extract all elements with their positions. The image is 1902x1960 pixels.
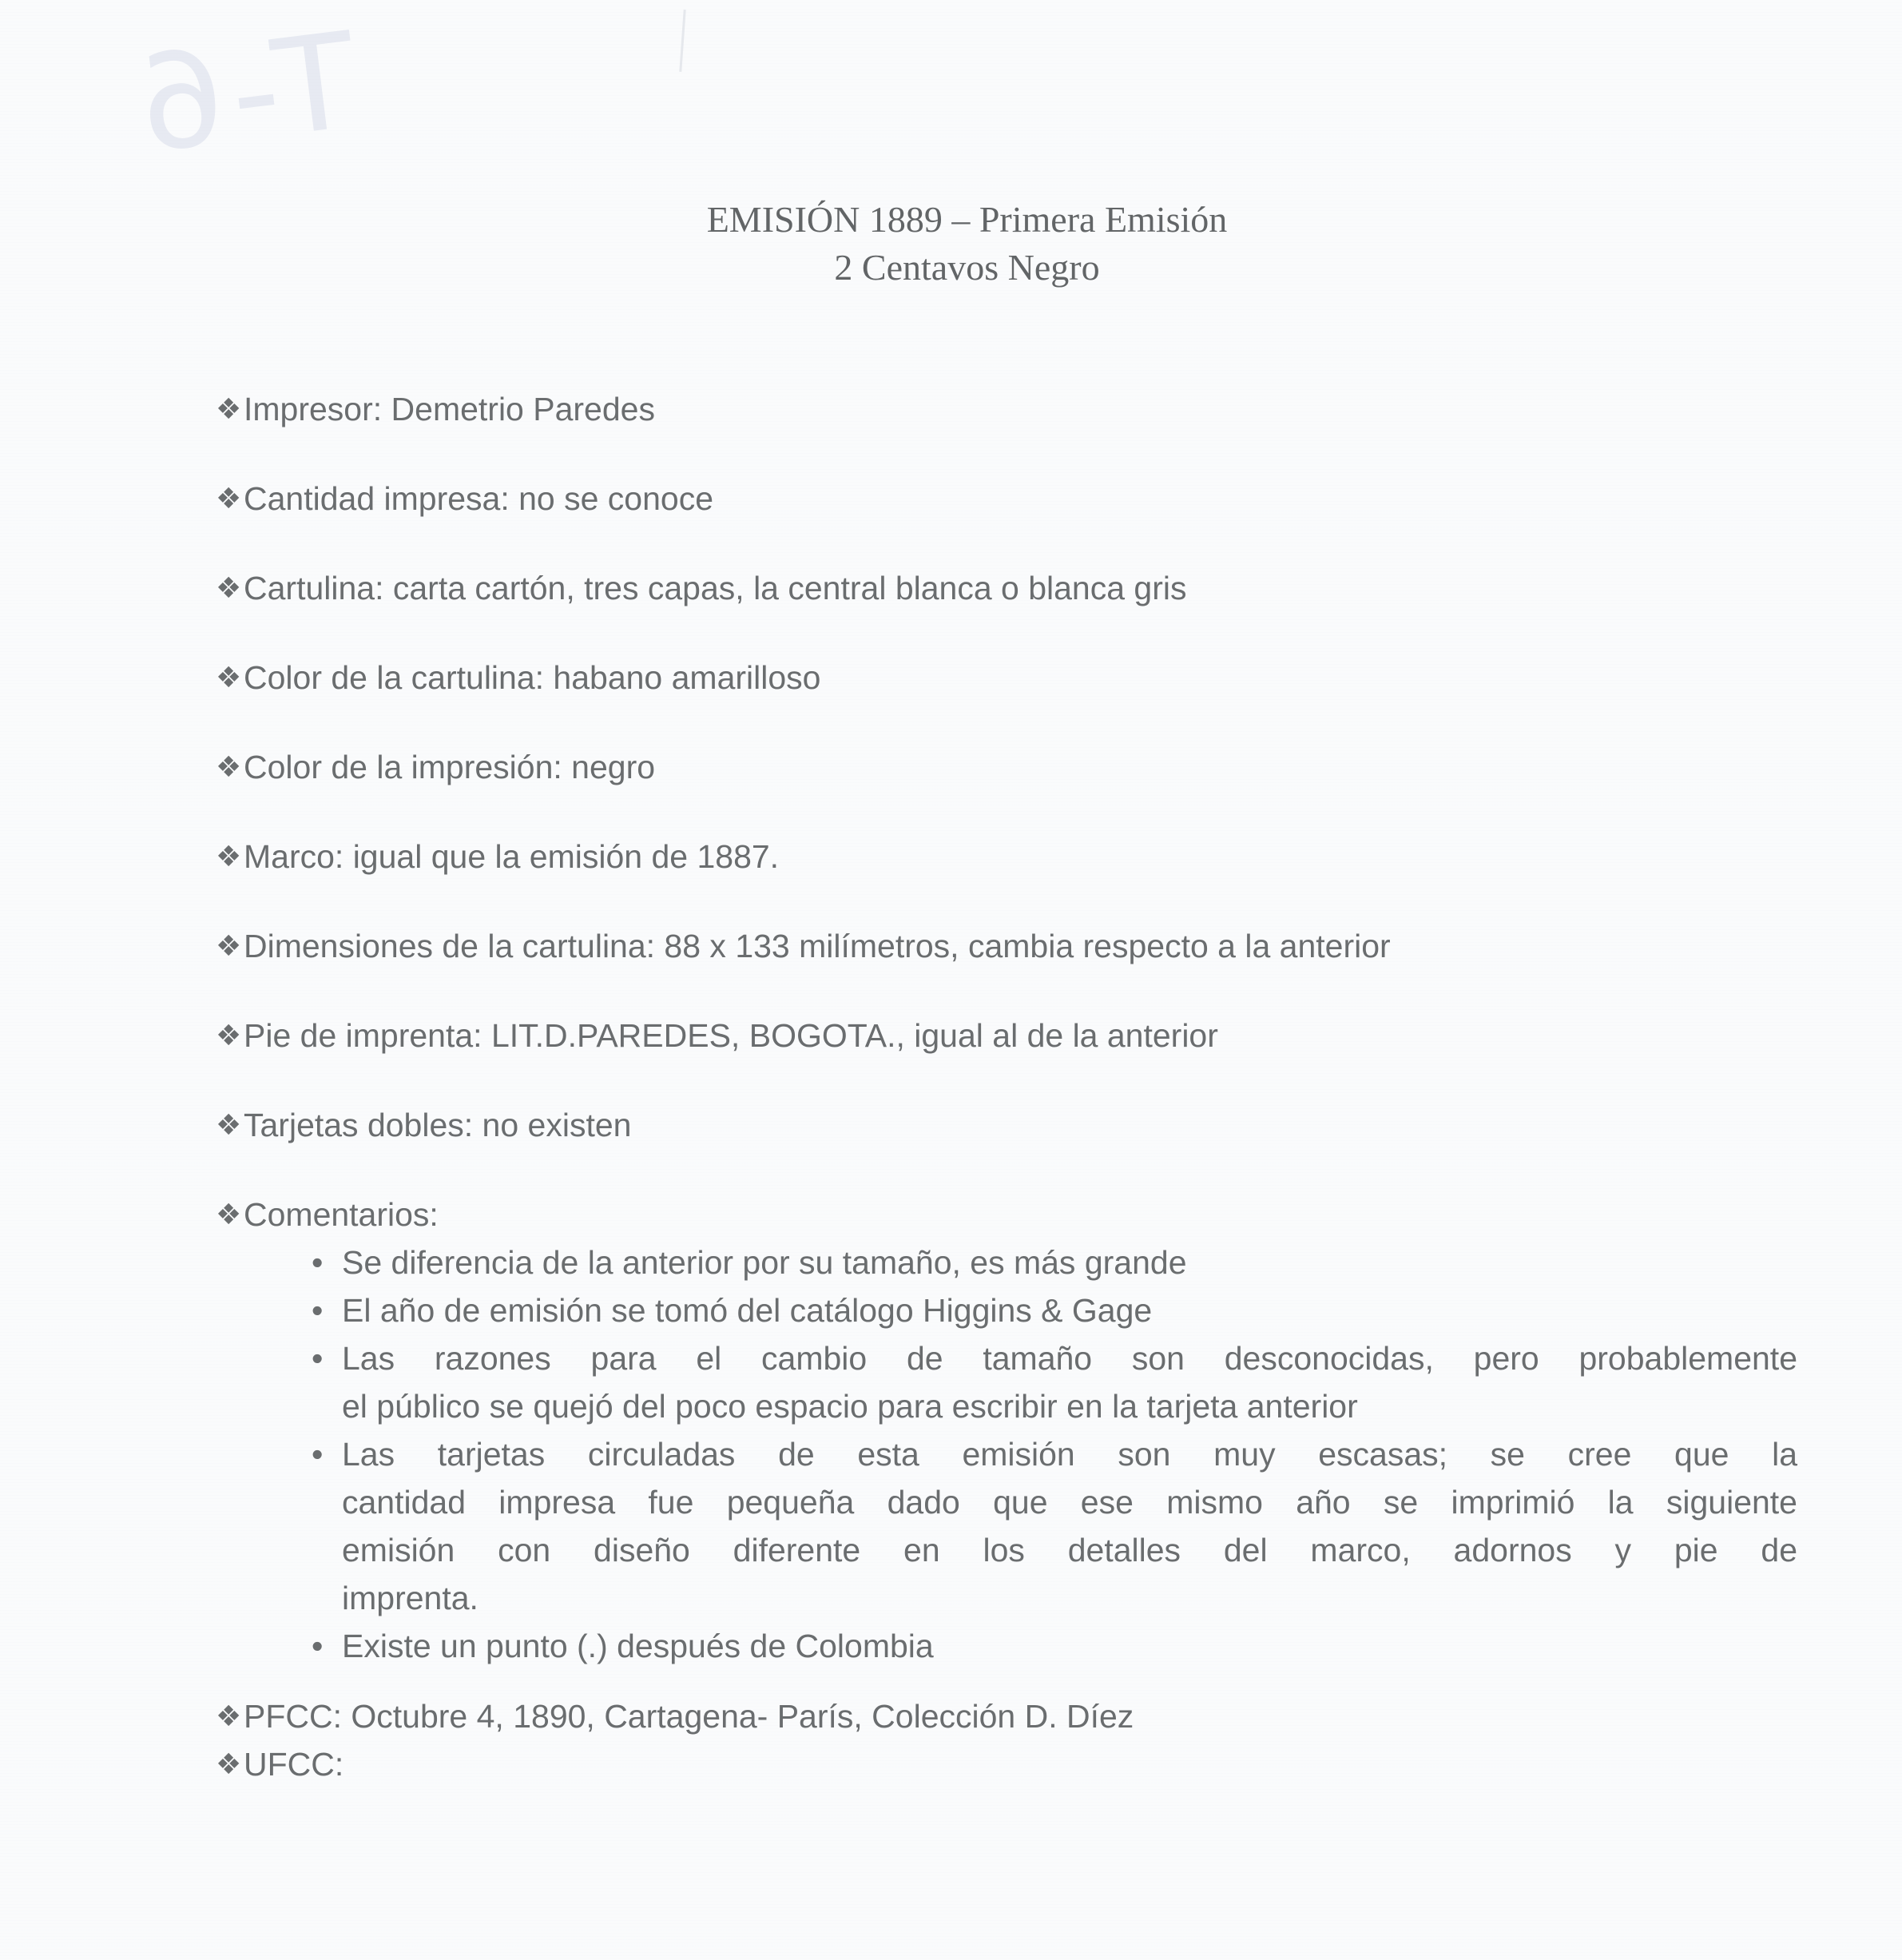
comment-item-3 — [312, 1334, 1846, 1430]
list-item-text: PFCC: Octubre 4, 1890, Cartagena- París, Colección D. Díez — [244, 1698, 1134, 1735]
list-item-pie-imprenta — [216, 1012, 1846, 1060]
footer-list — [0, 1692, 1902, 1788]
diamond-bullet-icon: ❖ — [216, 571, 242, 604]
list-item-color-impresion — [216, 743, 1846, 791]
comments-list — [244, 1238, 1846, 1670]
comment-text-line: Las razones para el cambio de tamaño son desconocidas, pero probablemente — [342, 1340, 1797, 1377]
diamond-bullet-icon: ❖ — [216, 929, 242, 962]
list-item-text: Tarjetas dobles: no existen — [244, 1107, 632, 1143]
diamond-bullet-icon: ❖ — [216, 482, 242, 515]
comment-item-4 — [312, 1430, 1846, 1622]
list-item-impresor — [216, 385, 1846, 433]
title-line-2: 2 Centavos Negro — [834, 247, 1100, 288]
diamond-bullet-icon: ❖ — [216, 1019, 242, 1052]
list-item-text: UFCC: — [244, 1746, 344, 1783]
list-item-text: Comentarios: — [244, 1196, 439, 1233]
list-item-dimensiones — [216, 922, 1846, 970]
comment-text-line: imprenta. — [342, 1580, 478, 1616]
comment-text-line: cantidad impresa fue pequeña dado que ese mismo año se imprimió la siguiente — [342, 1484, 1797, 1521]
list-item-cantidad-impresa — [216, 475, 1846, 523]
title-line-1: EMISIÓN 1889 – Primera Emisión — [706, 199, 1228, 240]
document-title — [0, 196, 1902, 292]
list-item-marco — [216, 833, 1846, 881]
list-item-text: Color de la impresión: negro — [244, 749, 656, 785]
list-item-text: Impresor: Demetrio Paredes — [244, 391, 655, 427]
diamond-bullet-icon: ❖ — [216, 840, 242, 873]
list-item-text: Cantidad impresa: no se conoce — [244, 480, 714, 517]
comment-item-2 — [312, 1286, 1846, 1334]
comment-text: El año de emisión se tomó del catálogo Higgins & Gage — [342, 1292, 1153, 1329]
comment-item-1 — [312, 1238, 1846, 1286]
list-item-text: Color de la cartulina: habano amarilloso — [244, 659, 821, 696]
dot-bullet-icon: • — [312, 1628, 324, 1664]
attribute-list — [0, 385, 1902, 1670]
diamond-bullet-icon: ❖ — [216, 1700, 242, 1732]
dot-bullet-icon: • — [312, 1340, 324, 1377]
dot-bullet-icon: • — [312, 1292, 324, 1329]
list-item-pfcc — [216, 1692, 1902, 1740]
comment-text: Existe un punto (.) después de Colombia — [342, 1628, 934, 1664]
list-item-text: Cartulina: carta cartón, tres capas, la central blanca o blanca gris — [244, 570, 1187, 606]
dot-bullet-icon: • — [312, 1244, 324, 1281]
dot-bullet-icon: • — [312, 1436, 324, 1473]
list-item-comentarios — [216, 1191, 1846, 1670]
list-item-ufcc — [216, 1740, 1902, 1788]
diamond-bullet-icon: ❖ — [216, 392, 242, 425]
comment-text: Se diferencia de la anterior por su tamaño, es más grande — [342, 1244, 1187, 1281]
list-item-color-cartulina — [216, 654, 1846, 702]
diamond-bullet-icon: ❖ — [216, 1108, 242, 1141]
comment-item-5 — [312, 1622, 1846, 1670]
comment-text-line: emisión con diseño diferente en los detalles del marco, adornos y pie de — [342, 1532, 1797, 1568]
list-item-text: Dimensiones de la cartulina: 88 x 133 milímetros, cambia respecto a la anterior — [244, 928, 1391, 964]
list-item-text: Marco: igual que la emisión de 1887. — [244, 838, 780, 875]
scan-crease-mark — [679, 10, 685, 72]
list-item-text: Pie de imprenta: LIT.D.PAREDES, BOGOTA., igual al de la anterior — [244, 1017, 1218, 1054]
diamond-bullet-icon: ❖ — [216, 661, 242, 694]
diamond-bullet-icon: ❖ — [216, 1198, 242, 1230]
comment-text-line: Las tarjetas circuladas de esta emisión son muy escasas; se cree que la — [342, 1436, 1797, 1473]
bleedthrough-handwriting: T-6 — [123, 3, 364, 184]
list-item-cartulina — [216, 564, 1846, 612]
diamond-bullet-icon: ❖ — [216, 1747, 242, 1780]
list-item-tarjetas-dobles — [216, 1101, 1846, 1149]
comment-text-line: el público se quejó del poco espacio para escribir en la tarjeta anterior — [342, 1388, 1358, 1425]
diamond-bullet-icon: ❖ — [216, 750, 242, 783]
